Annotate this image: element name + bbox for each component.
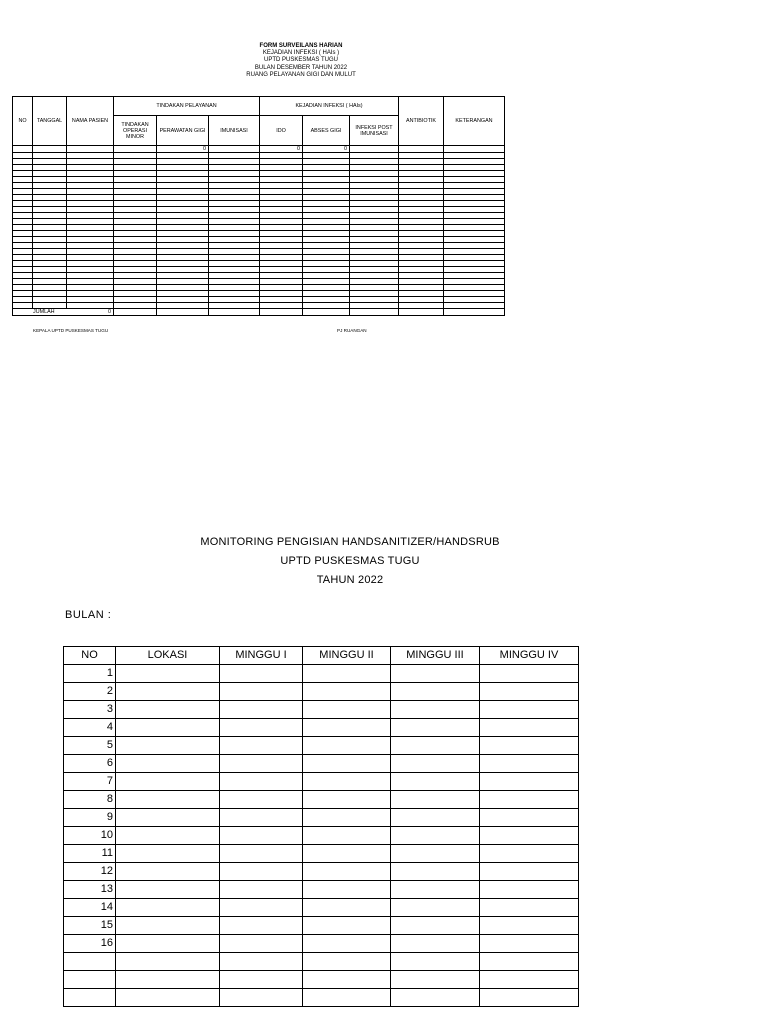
table-row — [64, 683, 579, 701]
table-row — [64, 791, 579, 809]
cell-lokasi[interactable] — [116, 899, 220, 917]
table-row — [64, 719, 579, 737]
cell-minggu-2[interactable] — [303, 773, 391, 791]
cell-minggu-3[interactable] — [391, 809, 480, 827]
row-number — [64, 971, 116, 989]
cell-lokasi[interactable] — [116, 989, 220, 1007]
row-number: 12 — [64, 863, 116, 881]
cell-minggu-4[interactable] — [480, 755, 579, 773]
table-row — [64, 665, 579, 683]
jumlah-row — [13, 309, 505, 316]
table-row — [64, 827, 579, 845]
cell-lokasi[interactable] — [116, 719, 220, 737]
cell-minggu-2[interactable] — [303, 827, 391, 845]
jumlah-label: JUMLAH — [33, 309, 55, 315]
table-row — [64, 971, 579, 989]
cell-empty — [157, 309, 209, 316]
form2-title-2: UPTD PUSKESMAS TUGU — [280, 555, 420, 567]
cell-minggu-3[interactable] — [391, 791, 480, 809]
cell-lokasi[interactable] — [116, 827, 220, 845]
row-number: 10 — [64, 827, 116, 845]
bulan-label: BULAN : — [65, 609, 112, 621]
row-number: 13 — [64, 881, 116, 899]
cell-minggu-4[interactable] — [480, 953, 579, 971]
cell-minggu-2[interactable] — [303, 719, 391, 737]
cell-minggu-2[interactable] — [303, 953, 391, 971]
cell-minggu-3[interactable] — [391, 773, 480, 791]
cell-minggu-4[interactable] — [480, 683, 579, 701]
cell-minggu-4[interactable] — [480, 881, 579, 899]
header-no: NO — [64, 647, 116, 665]
cell-minggu-2[interactable] — [303, 863, 391, 881]
cell-lokasi[interactable] — [116, 701, 220, 719]
cell-minggu-2[interactable] — [303, 845, 391, 863]
handsanitizer-table — [63, 646, 579, 1007]
cell-abses-gigi[interactable]: 0 — [303, 146, 350, 153]
cell-minggu-1[interactable] — [220, 737, 303, 755]
surveilans-table — [12, 96, 505, 316]
cell-minggu-4[interactable] — [480, 845, 579, 863]
cell-minggu-3[interactable] — [391, 881, 480, 899]
cell-minggu-1[interactable] — [220, 899, 303, 917]
cell-lokasi[interactable] — [116, 791, 220, 809]
cell-minggu-1[interactable] — [220, 665, 303, 683]
header-no: NO — [13, 97, 33, 146]
header-keterangan: KETERANGAN — [444, 97, 505, 146]
cell-empty — [260, 309, 303, 316]
header-nama-pasien: NAMA PASIEN — [67, 97, 114, 146]
cell-minggu-4[interactable] — [480, 719, 579, 737]
row-number: 11 — [64, 845, 116, 863]
cell-lokasi[interactable] — [116, 845, 220, 863]
row-number: 14 — [64, 899, 116, 917]
cell-keterangan[interactable] — [444, 146, 505, 153]
header-minggu-1: MINGGU I — [220, 647, 303, 665]
cell-minggu-1[interactable] — [220, 953, 303, 971]
row-number: 15 — [64, 917, 116, 935]
header-tanggal: TANGGAL — [33, 97, 67, 146]
cell-minggu-4[interactable] — [480, 863, 579, 881]
cell-lokasi[interactable] — [116, 881, 220, 899]
cell-minggu-4[interactable] — [480, 917, 579, 935]
form1-title: FORM SURVEILANS HARIAN — [259, 43, 343, 49]
header-kejadian-infeksi: KEJADIAN INFEKSI ( HAIs) — [260, 97, 399, 116]
row-number: 6 — [64, 755, 116, 773]
header-row — [64, 647, 579, 665]
header-abses-gigi: ABSES GIGI — [303, 116, 350, 146]
cell-minggu-1[interactable] — [220, 773, 303, 791]
cell-minggu-3[interactable] — [391, 935, 480, 953]
cell-minggu-3[interactable] — [391, 899, 480, 917]
form1-header — [170, 43, 432, 79]
cell-minggu-1[interactable] — [220, 701, 303, 719]
cell-minggu-3[interactable] — [391, 719, 480, 737]
cell-minggu-2[interactable] — [303, 935, 391, 953]
cell-minggu-1[interactable] — [220, 881, 303, 899]
cell-minggu-3[interactable] — [391, 989, 480, 1007]
cell-minggu-2[interactable] — [303, 881, 391, 899]
cell-empty — [209, 309, 260, 316]
cell-minggu-3[interactable] — [391, 737, 480, 755]
cell-ido[interactable]: 0 — [260, 146, 303, 153]
cell-minggu-3[interactable] — [391, 917, 480, 935]
cell-minggu-4[interactable] — [480, 701, 579, 719]
row-number: 16 — [64, 935, 116, 953]
cell-lokasi[interactable] — [116, 809, 220, 827]
header-perawatan-gigi: PERAWATAN GIGI — [157, 116, 209, 146]
cell-minggu-1[interactable] — [220, 863, 303, 881]
row-number: 9 — [64, 809, 116, 827]
cell-minggu-2[interactable] — [303, 701, 391, 719]
cell-minggu-1[interactable] — [220, 971, 303, 989]
cell-minggu-1[interactable] — [220, 935, 303, 953]
row-number: 2 — [64, 683, 116, 701]
header-minggu-2: MINGGU II — [303, 647, 391, 665]
table-row — [64, 845, 579, 863]
header-minggu-3: MINGGU III — [391, 647, 480, 665]
table-row — [64, 953, 579, 971]
cell-minggu-4[interactable] — [480, 665, 579, 683]
form2-title-3: TAHUN 2022 — [316, 574, 384, 586]
table-row — [64, 737, 579, 755]
cell-empty — [114, 309, 157, 316]
cell-no[interactable] — [13, 146, 33, 153]
cell-lokasi[interactable] — [116, 917, 220, 935]
cell-empty — [350, 309, 399, 316]
cell-empty — [303, 309, 350, 316]
cell-minggu-4[interactable] — [480, 899, 579, 917]
cell-tanggal[interactable] — [33, 146, 67, 153]
cell-minggu-2[interactable] — [303, 737, 391, 755]
row-number: 5 — [64, 737, 116, 755]
cell-minggu-1[interactable] — [220, 845, 303, 863]
header-imunisasi: IMUNISASI — [209, 116, 260, 146]
cell-empty — [444, 309, 505, 316]
cell-nama-pasien[interactable] — [67, 146, 114, 153]
form1-subtitle-3: BULAN DESEMBER TAHUN 2022 — [254, 64, 348, 71]
header-tindakan-operasi-minor: TINDAKAN OPERASI MINOR — [114, 116, 157, 146]
cell-minggu-1[interactable] — [220, 791, 303, 809]
cell-lokasi[interactable] — [116, 863, 220, 881]
header-minggu-4: MINGGU IV — [480, 647, 579, 665]
cell-minggu-3[interactable] — [391, 665, 480, 683]
table-row — [64, 881, 579, 899]
cell-minggu-1[interactable] — [220, 809, 303, 827]
cell-minggu-1[interactable] — [220, 755, 303, 773]
cell-infeksi-post-imunisasi[interactable] — [350, 146, 399, 153]
cell-minggu-2[interactable] — [303, 665, 391, 683]
row-number: 1 — [64, 665, 116, 683]
table-row — [13, 146, 505, 153]
jumlah-cell — [13, 309, 114, 316]
cell-minggu-2[interactable] — [303, 755, 391, 773]
cell-lokasi[interactable] — [116, 665, 220, 683]
cell-minggu-4[interactable] — [480, 827, 579, 845]
table-row — [64, 989, 579, 1007]
cell-lokasi[interactable] — [116, 971, 220, 989]
cell-lokasi[interactable] — [116, 953, 220, 971]
cell-minggu-2[interactable] — [303, 683, 391, 701]
cell-minggu-1[interactable] — [220, 827, 303, 845]
cell-minggu-4[interactable] — [480, 935, 579, 953]
cell-minggu-4[interactable] — [480, 773, 579, 791]
cell-minggu-3[interactable] — [391, 845, 480, 863]
cell-minggu-1[interactable] — [220, 719, 303, 737]
table-row — [64, 773, 579, 791]
cell-antibiotik[interactable] — [399, 146, 444, 153]
form2-header — [190, 533, 510, 590]
cell-minggu-1[interactable] — [220, 989, 303, 1007]
cell-lokasi[interactable] — [116, 935, 220, 953]
cell-minggu-4[interactable] — [480, 791, 579, 809]
cell-lokasi[interactable] — [116, 737, 220, 755]
form2-title-1: MONITORING PENGISIAN HANDSANITIZER/HANDSRUB — [200, 536, 500, 548]
cell-minggu-3[interactable] — [391, 827, 480, 845]
signature-pj-ruangan: PJ RUANGAN — [337, 328, 367, 333]
header-antibiotik: ANTIBIOTIK — [399, 97, 444, 146]
form1-subtitle-4: RUANG PELAYANAN GIGI DAN MULUT — [246, 71, 356, 78]
cell-minggu-3[interactable] — [391, 953, 480, 971]
cell-minggu-4[interactable] — [480, 809, 579, 827]
cell-minggu-4[interactable] — [480, 971, 579, 989]
cell-lokasi[interactable] — [116, 755, 220, 773]
cell-minggu-3[interactable] — [391, 683, 480, 701]
header-lokasi: LOKASI — [116, 647, 220, 665]
cell-empty — [399, 309, 444, 316]
cell-perawatan-gigi[interactable]: 0 — [157, 146, 209, 153]
row-number: 8 — [64, 791, 116, 809]
form1-subtitle-2: UPTD PUSKESMAS TUGU — [264, 57, 338, 64]
cell-minggu-2[interactable] — [303, 791, 391, 809]
cell-minggu-2[interactable] — [303, 809, 391, 827]
table-row — [64, 899, 579, 917]
cell-minggu-1[interactable] — [220, 683, 303, 701]
table-row — [64, 917, 579, 935]
row-number — [64, 989, 116, 1007]
table-row — [64, 935, 579, 953]
cell-minggu-1[interactable] — [220, 917, 303, 935]
header-infeksi-post-imunisasi: INFEKSI POST IMUNISASI — [350, 116, 399, 146]
cell-minggu-2[interactable] — [303, 917, 391, 935]
cell-tindakan-operasi-minor[interactable] — [114, 146, 157, 153]
form1-subtitle-1: KEJADIAN INFEKSI ( HAIs ) — [262, 50, 340, 57]
row-number: 3 — [64, 701, 116, 719]
cell-lokasi[interactable] — [116, 683, 220, 701]
cell-minggu-3[interactable] — [391, 701, 480, 719]
table-row — [64, 755, 579, 773]
row-number: 4 — [64, 719, 116, 737]
cell-minggu-3[interactable] — [391, 755, 480, 773]
cell-minggu-4[interactable] — [480, 737, 579, 755]
cell-minggu-2[interactable] — [303, 899, 391, 917]
header-tindakan-pelayanan: TINDAKAN PELAYANAN — [114, 97, 260, 116]
row-number: 7 — [64, 773, 116, 791]
row-number — [64, 953, 116, 971]
cell-minggu-3[interactable] — [391, 863, 480, 881]
table-row — [64, 863, 579, 881]
cell-minggu-3[interactable] — [391, 971, 480, 989]
table-row — [64, 809, 579, 827]
header-ido: IDO — [260, 116, 303, 146]
cell-minggu-2[interactable] — [303, 989, 391, 1007]
signature-kepala: KEPALA UPTD PUSKESMAS TUGU — [33, 328, 109, 333]
cell-lokasi[interactable] — [116, 773, 220, 791]
cell-imunisasi[interactable] — [209, 146, 260, 153]
table-row — [64, 701, 579, 719]
jumlah-value: 0 — [108, 309, 111, 315]
cell-minggu-2[interactable] — [303, 971, 391, 989]
cell-minggu-4[interactable] — [480, 989, 579, 1007]
